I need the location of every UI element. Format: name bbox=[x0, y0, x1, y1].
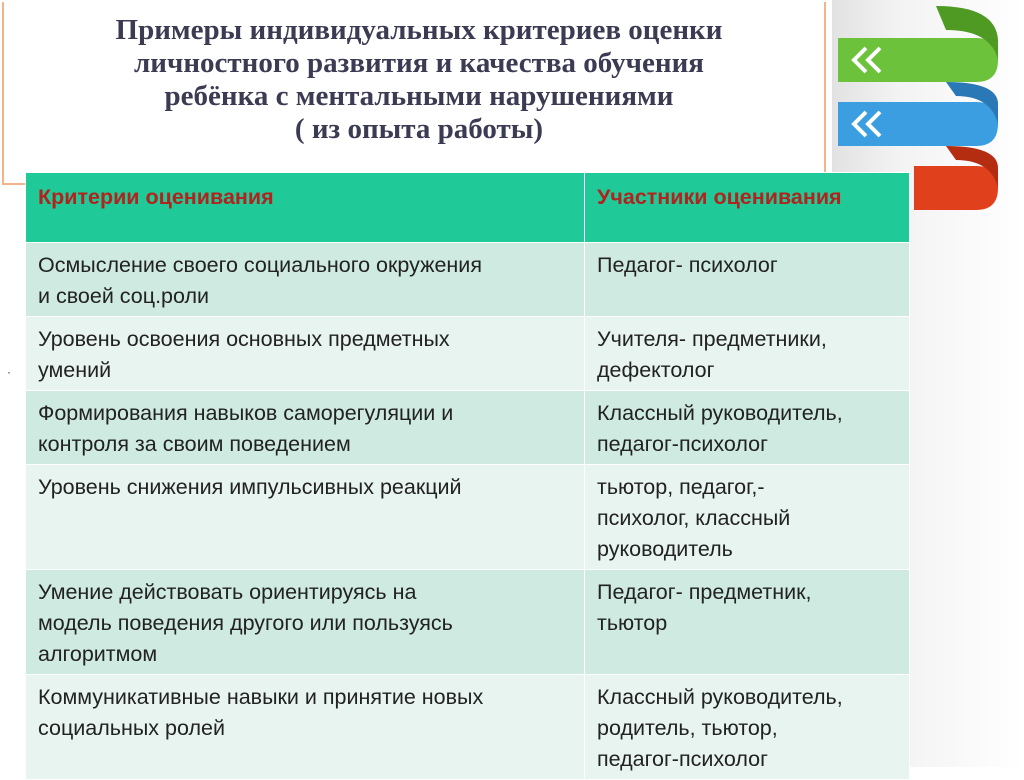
participants-cell bbox=[585, 243, 910, 317]
cell-line: Формирования навыков саморегуляции и bbox=[38, 401, 454, 425]
cell-line: умений bbox=[38, 358, 112, 382]
participants-cell bbox=[585, 391, 910, 465]
participants-cell bbox=[585, 465, 910, 570]
header-criteria: Критерии оценивания bbox=[26, 173, 585, 243]
cell-line: Коммуникативные навыки и принятие новых bbox=[38, 685, 484, 709]
criteria-cell bbox=[26, 317, 585, 391]
participants-cell bbox=[585, 317, 910, 391]
cell-line: Осмысление своего социального окружения bbox=[38, 253, 482, 277]
table-body bbox=[26, 243, 910, 780]
cell-line: педагог-психолог bbox=[597, 432, 768, 456]
cell-line: Классный руководитель, bbox=[597, 401, 843, 425]
stray-dot: · bbox=[7, 365, 11, 379]
criteria-cell bbox=[26, 243, 585, 317]
title-line-2: личностного развития и качества обучения bbox=[133, 47, 705, 79]
criteria-table bbox=[25, 172, 910, 780]
participants-cell bbox=[585, 675, 910, 780]
table-row bbox=[26, 570, 910, 675]
table-row bbox=[26, 243, 910, 317]
cell-line: Педагог- предметник, bbox=[597, 580, 812, 604]
cell-line: психолог, классный bbox=[597, 506, 791, 530]
cell-line: родитель, тьютор, bbox=[597, 716, 778, 740]
criteria-cell bbox=[26, 465, 585, 570]
criteria-cell bbox=[26, 675, 585, 780]
criteria-cell bbox=[26, 570, 585, 675]
cell-line: Учителя- предметники, bbox=[597, 327, 827, 351]
title-box bbox=[2, 2, 826, 185]
title-line-1: Примеры индивидуальных критериев оценки bbox=[115, 14, 723, 46]
title-line-3: ребёнка с ментальными нарушениями bbox=[164, 80, 674, 112]
cell-line: педагог-психолог bbox=[597, 747, 768, 771]
cell-line: Классный руководитель, bbox=[597, 685, 843, 709]
table-row bbox=[26, 465, 910, 570]
blue-ribbon-shape bbox=[838, 102, 998, 146]
cell-line: Уровень снижения импульсивных реакций bbox=[38, 475, 462, 499]
table-row bbox=[26, 391, 910, 465]
red-ribbon-shape bbox=[914, 166, 998, 210]
cell-line: алгоритмом bbox=[38, 642, 158, 666]
cell-line: руководитель bbox=[597, 537, 733, 561]
cell-line: Уровень освоения основных предметных bbox=[38, 327, 450, 351]
table-row bbox=[26, 675, 910, 780]
cell-line: модель поведения другого или пользуясь bbox=[38, 611, 453, 635]
table-header-row bbox=[26, 173, 910, 243]
cell-line: социальных ролей bbox=[38, 716, 225, 740]
cell-line: Умение действовать ориентируясь на bbox=[38, 580, 417, 604]
criteria-cell bbox=[26, 391, 585, 465]
table-row bbox=[26, 317, 910, 391]
title-line-4: ( из опыта работы) bbox=[294, 113, 544, 145]
cell-line: тьютор bbox=[597, 611, 668, 635]
green-ribbon-shape bbox=[838, 38, 998, 82]
header-participants: Участники оценивания bbox=[585, 173, 910, 243]
cell-line: и своей соц.роли bbox=[38, 284, 210, 308]
participants-cell bbox=[585, 570, 910, 675]
cell-line: тьютор, педагог,- bbox=[597, 475, 765, 499]
cell-line: дефектолог bbox=[597, 358, 715, 382]
cell-line: контроля за своим поведением bbox=[38, 432, 351, 456]
page-title bbox=[34, 14, 804, 146]
cell-line: Педагог- психолог bbox=[597, 253, 778, 277]
